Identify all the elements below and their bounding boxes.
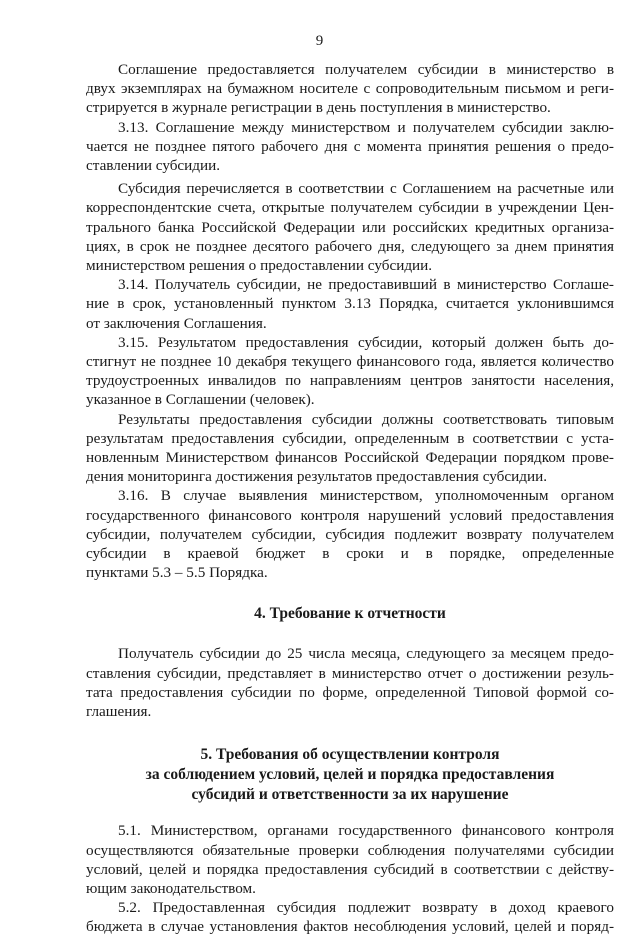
section-heading-4	[86, 604, 614, 624]
text-line: стрируется в журнале регистрации в день поступления в министерство.	[86, 99, 551, 117]
text-line: пунктами 5.3 – 5.5 Порядка.	[86, 564, 268, 582]
text-line: Субсидия перечисляется в соответствии с Соглашением на расчетные или	[118, 180, 614, 198]
text-line: 3.13. Соглашение между министерством и получателем субсидии заклю-	[118, 118, 614, 136]
text-line: двух экземплярах на бумажном носителе с сопроводительным письмом и реги-	[86, 80, 614, 98]
text-line: циях, в срок не позднее десятого рабочего дня, следующего за днем принятия	[86, 237, 614, 255]
paragraph-reporting	[86, 644, 614, 721]
text-line: осуществляются обязательные проверки соблюдения получателями субсидии	[86, 841, 614, 859]
heading-line: за соблюдением условий, целей и порядка предоставления	[145, 766, 555, 784]
paragraph-agreement-submission	[86, 60, 614, 118]
paragraph-3-14	[86, 275, 614, 333]
text-line: министерством решения о предоставлении субсидии.	[86, 257, 433, 275]
paragraph-5-2	[86, 898, 614, 936]
text-line: тата предоставления субсидии по форме, определенной Типовой формой со-	[86, 683, 614, 701]
paragraph-5-1	[86, 821, 614, 898]
section-heading-5	[86, 745, 614, 805]
text-line: ющим законодательством.	[86, 879, 256, 897]
text-line: дения мониторинга достижения результатов предоставления субсидии.	[86, 468, 548, 486]
text-line: указанное в Соглашении (человек).	[86, 391, 315, 409]
text-line: результатам предоставления субсидии, определенным в соответствии с уста-	[86, 429, 614, 447]
text-line: 5.2. Предоставленная субсидия подлежит возврату в доход краевого	[118, 899, 614, 917]
page-number: 9	[315, 33, 324, 49]
text-line: государственного финансового контроля нарушений условий предоставления	[86, 506, 614, 524]
text-line: бюджета в случае установления фактов несоблюдения условий, целей и поряд-	[86, 918, 614, 936]
text-line: Результаты предоставления субсидии должны соответствовать типовым	[118, 410, 614, 428]
document-body	[86, 60, 614, 937]
text-line: ние в срок, установленный пунктом 3.13 Порядка, считается уклонившимся	[86, 295, 614, 313]
text-line: 3.16. В случае выявления министерством, уполномоченным органом	[118, 487, 614, 505]
text-line: стигнут не позднее 10 декабря текущего финансового года, является количество	[86, 353, 614, 371]
paragraph-subsidy-transfer	[86, 179, 614, 275]
text-line: ставлении субсидии.	[86, 157, 221, 175]
text-line: Получатель субсидии до 25 числа месяца, следующего за месяцем предо-	[118, 645, 614, 663]
text-line: условий, целей и порядка предоставления субсидий в соответствии с действу-	[86, 860, 614, 878]
text-line: 3.14. Получатель субсидии, не предоставивший в министерство Соглаше-	[118, 276, 614, 294]
heading-line: 5. Требования об осуществлении контроля	[200, 746, 500, 764]
heading-line: субсидий и ответственности за их нарушение	[191, 786, 509, 804]
text-line: ставления субсидии, представляет в министерство отчет о достижении резуль-	[86, 664, 614, 682]
paragraph-3-16	[86, 486, 614, 582]
text-line: трудоустроенных инвалидов по направлениям центров занятости населения,	[86, 372, 614, 390]
text-line: новленным Министерством финансов Российской Федерации порядком прове-	[86, 449, 614, 467]
text-line: глашения.	[86, 703, 152, 721]
paragraph-3-13	[86, 118, 614, 176]
paragraph-3-15	[86, 333, 614, 410]
paragraph-typical-results	[86, 410, 614, 487]
text-line: субсидии, получателем субсидии, субсидия подлежит возврату получателем	[86, 525, 614, 543]
heading-line: 4. Требование к отчетности	[254, 605, 446, 623]
text-line: субсидии в краевой бюджет в сроки и в порядке, определенные	[86, 545, 614, 563]
text-line: трального банка Российской Федерации или российских кредитных организа-	[86, 218, 614, 236]
text-line: корреспондентские счета, открытые получателем субсидии в учреждении Цен-	[86, 199, 614, 217]
text-line: чается не позднее пятого рабочего дня с момента принятия решения о предо-	[86, 137, 614, 155]
text-line: Соглашение предоставляется получателем субсидии в министерство в	[118, 61, 614, 78]
text-line: от заключения Соглашения.	[86, 314, 267, 332]
text-line: 3.15. Результатом предоставления субсидии, который должен быть до-	[118, 333, 614, 351]
text-line: 5.1. Министерством, органами государственного финансового контроля	[118, 822, 614, 840]
